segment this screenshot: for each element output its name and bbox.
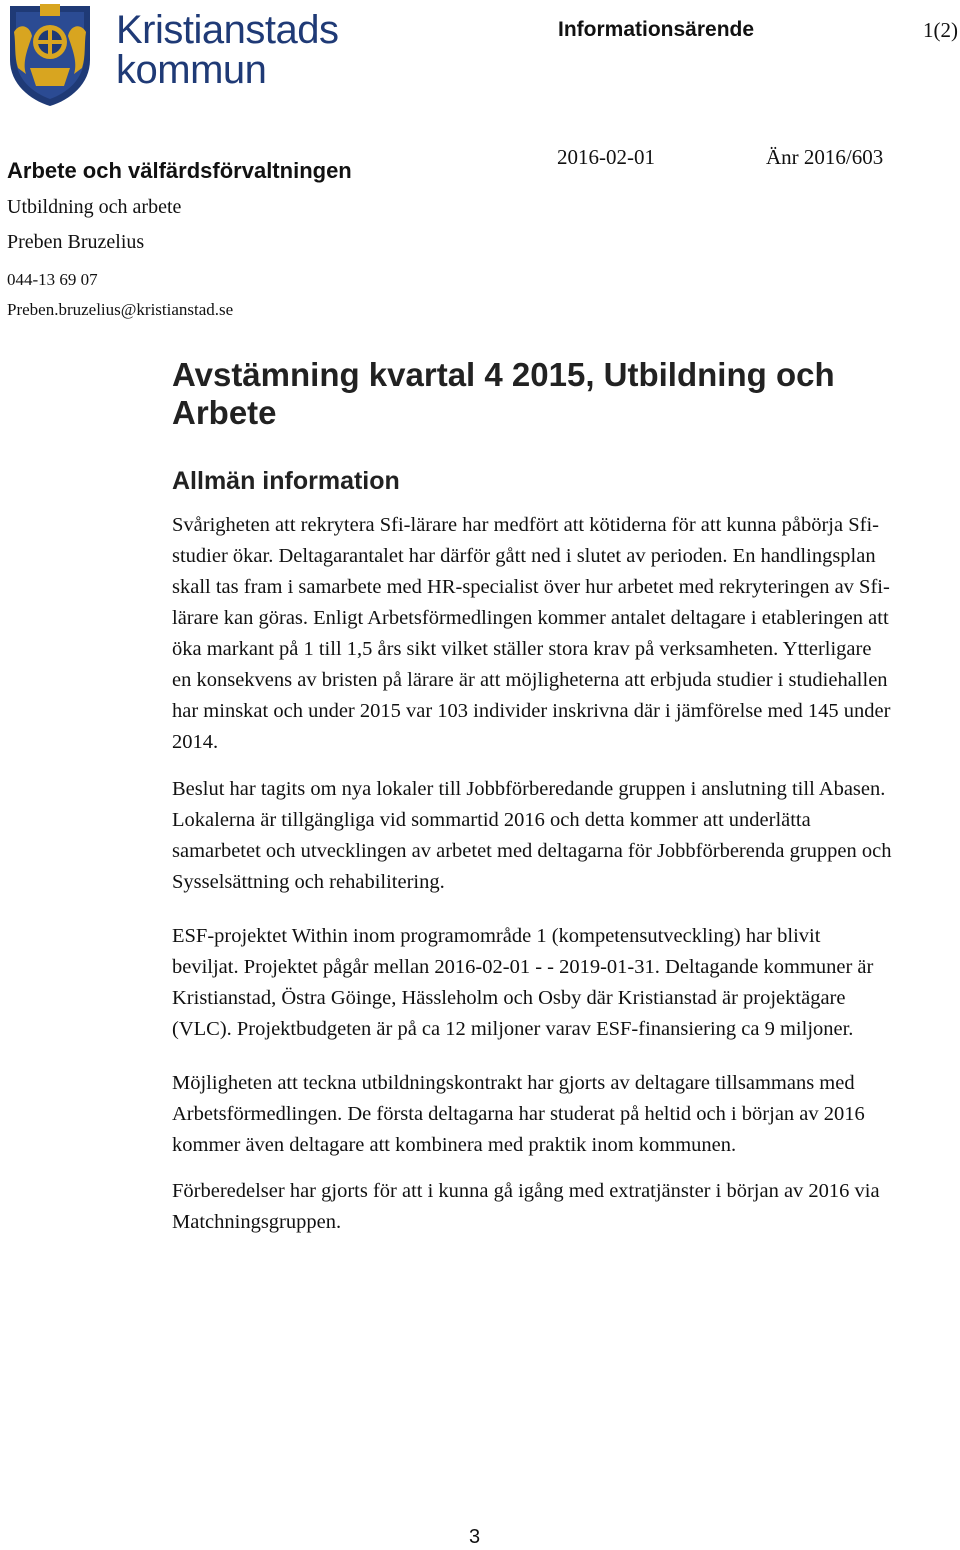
logo-line-1: Kristianstads bbox=[116, 8, 339, 52]
document-type: Informationsärende bbox=[558, 18, 755, 41]
sender-name: Preben Bruzelius bbox=[7, 231, 145, 253]
body-paragraph: Beslut har tagits om nya lokaler till Jobbförberedande gruppen i anslutning till Abasen. Lokalerna är tillgängliga vid sommartid 2016 och detta kommer att underlätta samarbetet och utvecklingen av arbetet med deltagarna för Jobbförberenda gruppen och Sysselsättning och rehabilitering. bbox=[172, 778, 892, 893]
document-title: Avstämning kvartal 4 2015, Utbildning och Arbete bbox=[172, 356, 835, 431]
municipality-logo bbox=[4, 2, 339, 108]
document-date: 2016-02-01 bbox=[557, 145, 655, 169]
document-body bbox=[172, 510, 892, 1238]
section-heading: Allmän information bbox=[172, 467, 400, 495]
sender-email[interactable]: Preben.bruzelius@kristianstad.se bbox=[7, 300, 234, 319]
body-paragraph: Svårigheten att rekrytera Sfi-lärare har medfört att kötiderna för att kunna påbörja Sfi-studier ökar. Deltagarantalet har därför gått ned i slutet av perioden. En handlingsplan skall tas fram i samarbete med HR-specialist över hur arbetet med rekryteringen av Sfi-lärare kan göras. Enligt Arbetsförmedlingen kommer antalet deltagare i etableringen att öka markant på 1 till 1,5 års sikt vilket ställer stora krav på verksamheten. Ytterligare en konsekvens av bristen på lärare är att möjligheterna att erbjuda studier i studiehallen har minskat och under 2015 var 103 individer inskrivna där i jämförelse med 145 under 2014. bbox=[172, 514, 891, 753]
body-paragraph: Förberedelser har gjorts för att i kunna gå igång med extratjänster i början av 2016 via Matchningsgruppen. bbox=[172, 1180, 880, 1233]
page-indicator: 1(2) bbox=[923, 18, 958, 42]
sender-phone: 044-13 69 07 bbox=[7, 270, 98, 289]
body-paragraph: Möjligheten att teckna utbildningskontrakt har gjorts av deltagare tillsammans med Arbetsförmedlingen. De första deltagarna har studerat på heltid och i början av 2016 kommer även deltagare att kombinera med praktik inom kommunen. bbox=[172, 1072, 865, 1156]
logo-wordmark bbox=[116, 10, 338, 90]
logo-line-2: kommun bbox=[116, 48, 267, 92]
department-name: Arbete och välfärdsförvaltningen bbox=[7, 158, 352, 183]
diary-number: Änr 2016/603 bbox=[766, 145, 884, 169]
coat-of-arms-icon bbox=[4, 2, 96, 108]
body-paragraph: ESF-projektet Within inom programområde 1 (kompetensutveckling) har blivit beviljat. Projektet pågår mellan 2016-02-01 - - 2019-01-31. Deltagande kommuner är Kristianstad, Östra Göinge, Hässleholm och Osby där Kristianstad är projektägare (VLC). Projektbudgeten är på ca 12 miljoner varav ESF-finansiering ca 9 miljoner. bbox=[172, 925, 874, 1040]
footer-page-number: 3 bbox=[469, 1526, 481, 1548]
sender-unit: Utbildning och arbete bbox=[7, 196, 182, 218]
